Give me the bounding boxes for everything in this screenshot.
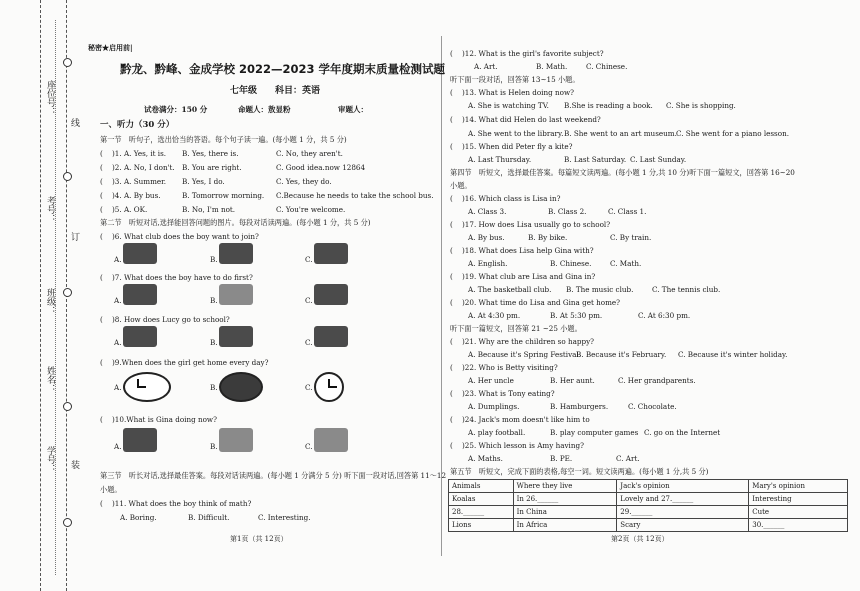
question-13-options: A. She is watching TV. B.She is reading a book. C. She is shopping. (468, 101, 736, 110)
room-image (314, 284, 348, 305)
question-23-options: A. Dumplings. B. Hamburgers. C. Chocolate. (468, 402, 677, 411)
question-20-options: A. At 4:30 pm. B. At 5:30 pm. C. At 6:30 pm. (468, 311, 691, 320)
question-5: ( )5. A. OK. B. No, I'm not. C. You're welcome. (100, 205, 346, 214)
question-22-options: A. Her uncle B. Her aunt. C. Her grandparents. (468, 376, 696, 385)
bike-image (314, 326, 348, 347)
table-cell: In Africa (513, 519, 617, 532)
table-cell: 28.______ (449, 506, 514, 519)
section-3-instruction-cont: 小题。 (100, 485, 122, 494)
cooking-image (314, 428, 348, 452)
table-cell: Animals (449, 480, 514, 493)
question-11: ( )11. What does the boy think of math? (100, 499, 252, 508)
cut-line-outer (40, 0, 41, 591)
table-cell: 30.______ (749, 519, 848, 532)
option-c-label: C. (305, 442, 313, 451)
clock-icon (314, 372, 344, 402)
fill-line (55, 20, 56, 575)
swimming-image (314, 243, 348, 264)
table-cell: Jack's opinion (617, 480, 749, 493)
table-row (449, 506, 848, 519)
line-label: 订 (69, 232, 79, 241)
section-3-instruction: 第三节 听长对话,选择最佳答案。每段对话读两遍。(每小题 1 分满分 5 分) 听下面一段对话,回答第 11～12 (100, 471, 447, 480)
line-label: 线 (69, 118, 79, 127)
guitar-image (219, 243, 253, 264)
option-b-label: B. (210, 338, 218, 347)
animals-table (448, 479, 848, 532)
bus-image (123, 326, 157, 347)
binding-hole (63, 402, 72, 411)
page-left (80, 40, 447, 560)
line-label: 装 (69, 460, 79, 469)
option-a-label: A. (114, 338, 122, 347)
section-1-instruction: 第一节 听句子，选出恰当的答语。每个句子读一遍。(每小题 1 分，共 5 分) (100, 135, 347, 144)
option-b-label: B. (210, 442, 218, 451)
question-10: ( )10.What is Gina doing now? (100, 415, 217, 424)
option-b-label: B. (210, 255, 218, 264)
option-a-label: A. (114, 296, 122, 305)
question-15-options: A. Last Thursday. B. Last Saturday. C. Last Sunday. (468, 155, 687, 164)
table-row (449, 519, 848, 532)
homework-image (123, 284, 157, 305)
table-row (449, 493, 848, 506)
question-14-options: A. She went to the library.B. She went to an art museum.C. She went for a piano lesson. (468, 129, 789, 138)
tv-image (123, 428, 157, 452)
binding-hole (63, 518, 72, 527)
question-12: ( )12. What is the girl's favorite subject? (450, 49, 604, 58)
page-footer-left: 第1页（共 12页） (230, 535, 288, 543)
binding-hole (63, 58, 72, 67)
seat-number-label: 座位号： (45, 80, 55, 116)
piano-image (123, 243, 157, 264)
table-cell: Lions (449, 519, 514, 532)
question-17-options: A. By bus. B. By bike. C. By train. (468, 233, 652, 242)
page-right (446, 40, 851, 560)
full-score: 试卷满分：150 分 (144, 105, 208, 114)
table-cell: Scary (617, 519, 749, 532)
question-25-options: A. Maths. B. PE. C. Art. (468, 454, 640, 463)
option-c-label: C. (305, 338, 313, 347)
author: 命题人：敖显粉 (238, 105, 291, 114)
boy-image (219, 284, 253, 305)
question-9: ( )9.When does the girl get home every day? (100, 358, 269, 367)
question-19: ( )19. What club are Lisa and Gina in? (450, 272, 596, 281)
secret-mark: 秘密★启用前| (88, 43, 133, 52)
binding-hole (63, 172, 72, 181)
option-c-label: C. (305, 255, 313, 264)
class-label: 班级： (45, 288, 55, 315)
table-cell: In China (513, 506, 617, 519)
option-a-label: A. (114, 383, 122, 392)
table-cell: Where they live (513, 480, 617, 493)
page-footer-right: 第2页（共 12页） (611, 535, 669, 543)
question-18-options: A. English. B. Chinese. C. Math. (468, 259, 642, 268)
option-a-label: A. (114, 442, 122, 451)
reviewer: 审题人： (338, 105, 368, 114)
name-label: 姓名： (45, 366, 55, 393)
question-1: ( )1. A. Yes, it is. B. Yes, there is. C. No, they aren't. (100, 149, 343, 158)
question-7: ( )7. What does the boy have to do first? (100, 273, 253, 282)
part-listening: 一、听力（30 分） (100, 120, 175, 130)
option-c-label: C. (305, 296, 313, 305)
question-24: ( )24. Jack's mom doesn't like him to (450, 415, 590, 424)
question-23: ( )23. What is Tony eating? (450, 389, 555, 398)
option-a-label: A. (114, 255, 122, 264)
question-6: ( )6. What club does the boy want to join? (100, 232, 259, 241)
question-12-options: A. Art. B. Math. C. Chinese. (474, 62, 628, 71)
table-cell: Cute (749, 506, 848, 519)
student-id-label: 学号： (45, 446, 55, 473)
option-b-label: B. (210, 296, 218, 305)
question-24-options: A. play football. B. play computer games C. go on the Internet (468, 428, 721, 437)
clock-icon (219, 372, 263, 402)
question-2: ( )2. A. No, I don't. B. You are right. C. Good idea.now 12864 (100, 163, 366, 172)
question-21-options: A. Because it's Spring Festival.B. Because it's February. C. Because it's winter holiday. (468, 350, 788, 359)
option-c-label: C. (305, 383, 313, 392)
question-4: ( )4. A. By bus. B. Tomorrow morning. C.Because he needs to take the school bus. (100, 191, 434, 200)
question-13: ( )13. What is Helen doing now? (450, 88, 574, 97)
table-cell: Lovely and 27.______ (617, 493, 749, 506)
intro-21-25: 听下面一篇短文，回答第 21 ~25 小题。 (450, 324, 582, 333)
question-25: ( )25. Which lesson is Amy having? (450, 441, 584, 450)
question-18: ( )18. What does Lisa help Gina with? (450, 246, 594, 255)
clock-icon (123, 372, 171, 402)
question-14: ( )14. What did Helen do last weekend? (450, 115, 601, 124)
table-cell: In 26.______ (513, 493, 617, 506)
question-20: ( )20. What time do Lisa and Gina get home? (450, 298, 621, 307)
table-row (449, 480, 848, 493)
question-8: ( )8. How does Lucy go to school? (100, 315, 230, 324)
section-4-instruction-cont: 小题。 (450, 181, 472, 190)
table-cell: Mary's opinion (749, 480, 848, 493)
question-16: ( )16. Which class is Lisa in? (450, 194, 561, 203)
binding-hole (63, 288, 72, 297)
question-22: ( )22. Who is Betty visiting? (450, 363, 558, 372)
table-cell: 29.______ (617, 506, 749, 519)
table-cell: Koalas (449, 493, 514, 506)
question-3: ( )3. A. Summer. B. Yes, I do. C. Yes, they do. (100, 177, 332, 186)
section-5-instruction: 第五节 听短文，完成下面的表格,每空一词。短文读两遍。(每小题 1 分,共 5 分) (450, 467, 709, 476)
question-16-options: A. Class 3. B. Class 2. C. Class 1. (468, 207, 647, 216)
question-21: ( )21. Why are the children so happy? (450, 337, 594, 346)
option-b-label: B. (210, 383, 218, 392)
exam-title: 黔龙、黔峰、金成学校 2022—2023 学年度期末质量检测试题 (120, 62, 446, 76)
train-image (219, 326, 253, 347)
question-19-options: A. The basketball club. B. The music club. C. The tennis club. (468, 285, 721, 294)
intro-13-15: 听下面一段对话，回答第 13~15 小题。 (450, 75, 580, 84)
exam-subtitle: 七年级 科目：英语 (230, 86, 321, 96)
exam-number-label: 考号： (45, 196, 55, 223)
table-cell: Interesting (749, 493, 848, 506)
section-4-instruction: 第四节 听短文，选择最佳答案。每篇短文读两遍。(每小题 1 分,共 10 分)听下面一篇短文，回答第 16~20 (450, 168, 795, 177)
question-15: ( )15. When did Peter fly a kite? (450, 142, 573, 151)
binding-margin (0, 0, 78, 591)
question-11-options: A. Boring. B. Difficult. C. Interesting. (120, 513, 311, 522)
reading-image (219, 428, 253, 452)
section-2-instruction: 第二节 听短对话,选择能回答问题的图片。每段对话读两遍。(每小题 1 分，共 5 分) (100, 218, 371, 227)
question-17: ( )17. How does Lisa usually go to school? (450, 220, 611, 229)
